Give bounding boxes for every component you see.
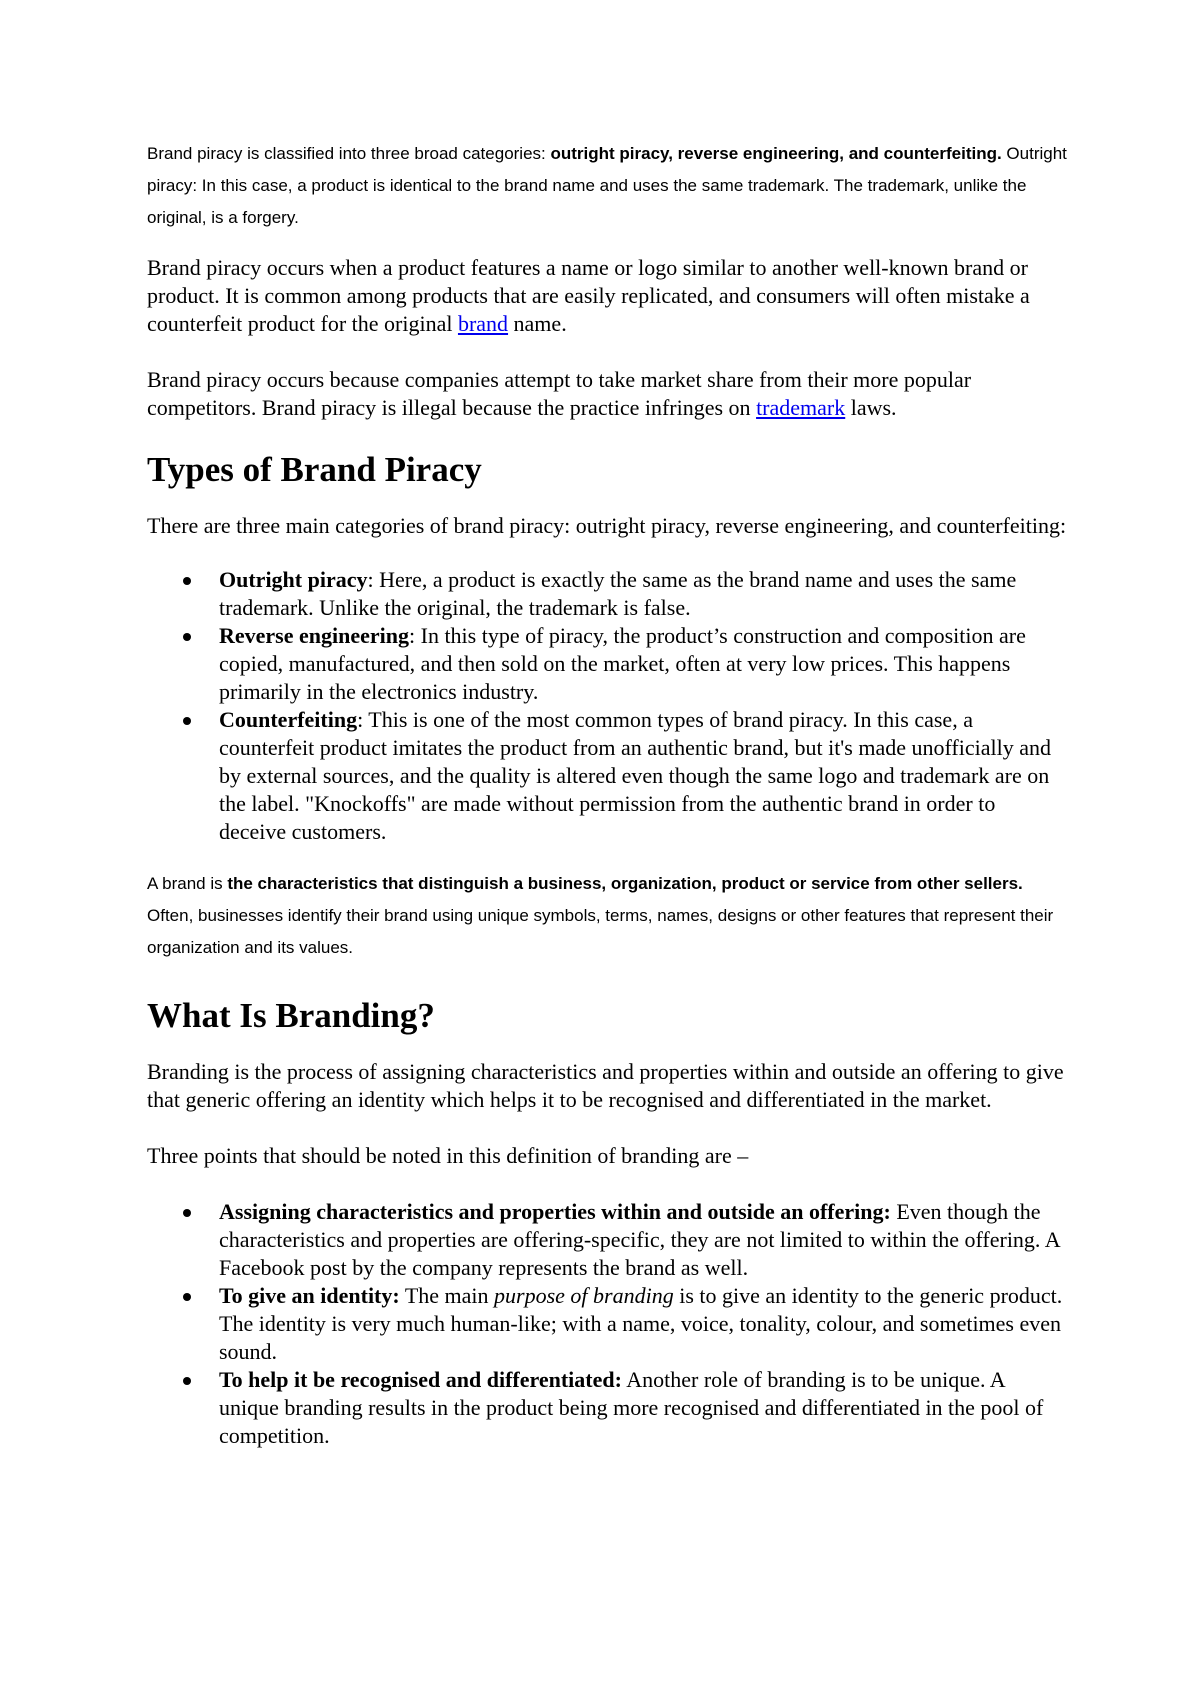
brand-definition-bold: the characteristics that distinguish a business, organization, product or service from other sellers.	[227, 874, 1023, 893]
bullet-icon	[183, 717, 191, 725]
piracy-definition-text: Brand piracy occurs when a product features a name or logo similar to another well-known brand or product. It is common among products that are easily replicated, and consumers will often mistake a counterfeit product for the original	[147, 255, 1030, 336]
piracy-definition-tail: name.	[508, 311, 567, 336]
list-item-outright-piracy	[219, 566, 1067, 622]
list-item-text: Another role of branding is to be unique. A unique branding results in the product being more recognised and differentiated in the pool of competition.	[219, 1367, 1044, 1448]
bullet-icon	[183, 1293, 191, 1301]
list-item-text: Even though the characteristics and properties are offering-specific, they are not limited to within the offering. A Facebook post by the company represents the brand as well.	[219, 1199, 1060, 1280]
bullet-icon	[183, 1377, 191, 1385]
brand-definition-text-a: A brand is	[147, 874, 228, 893]
list-item-term: Counterfeiting	[219, 707, 358, 732]
list-item-text: : In this type of piracy, the product’s construction and composition are copied, manufactured, and then sold on the market, often at very low prices. This happens primarily in the electronics industry.	[219, 623, 1026, 704]
piracy-cause-tail: laws.	[845, 395, 897, 420]
list-item-text-tail: is to give an identity to the generic product. The identity is very much human-like; with a name, voice, tonality, colour, and sometimes even sound.	[219, 1283, 1063, 1364]
piracy-cause-text: Brand piracy occurs because companies attempt to take market share from their more popular competitors. Brand piracy is illegal because the practice infringes on	[147, 367, 972, 420]
branding-definition-paragraph: Branding is the process of assigning characteristics and properties within and outside an offering to give that generic offering an identity which helps it to be recognised and differentiated in the market.	[147, 1059, 1064, 1112]
list-item-reverse-engineering	[219, 622, 1067, 706]
bullet-icon	[183, 577, 191, 585]
list-item-term: Reverse engineering	[219, 623, 409, 648]
bullet-icon	[183, 1209, 191, 1217]
piracy-cause-paragraph	[147, 366, 1067, 422]
list-item-text: : This is one of the most common types of brand piracy. In this case, a counterfeit product imitates the product from an authentic brand, but it's made unofficially and by external sources, and the quality is altered even though the same logo and trademark are on the label. "Knockoffs" are made without permission from the authentic brand in order to deceive customers.	[219, 707, 1051, 844]
intro-categories-bold: outright piracy, reverse engineering, and counterfeiting.	[550, 144, 1002, 163]
points-list	[147, 1198, 1067, 1450]
bullet-icon	[183, 633, 191, 641]
brand-link[interactable]: brand	[457, 311, 509, 336]
list-item-text: The main	[399, 1283, 495, 1308]
types-intro-paragraph: There are three main categories of brand piracy: outright piracy, reverse engineering, and counterfeiting:	[147, 513, 1067, 538]
heading-what-is-branding: What Is Branding?	[147, 996, 435, 1035]
list-item-term: Outright piracy	[219, 567, 368, 592]
points-intro-paragraph: Three points that should be noted in this definition of branding are –	[147, 1143, 749, 1168]
list-item-term: Assigning characteristics and properties within and outside an offering:	[219, 1199, 891, 1224]
list-item-counterfeiting	[219, 706, 1067, 846]
types-list	[147, 566, 1067, 846]
list-item-recognised-differentiated	[219, 1366, 1067, 1450]
intro-paragraph	[147, 138, 1067, 234]
heading-types-of-brand-piracy: Types of Brand Piracy	[147, 450, 482, 489]
intro-text-a: Brand piracy is classified into three broad categories:	[147, 144, 551, 163]
list-item-italic: purpose of branding	[494, 1283, 674, 1308]
intro-text-c: Outright piracy: In this case, a product is identical to the brand name and uses the same trademark. The trademark, unlike the original, is a forgery.	[147, 144, 1067, 227]
list-item-assigning-characteristics	[219, 1198, 1067, 1282]
list-item-term: To help it be recognised and differentiated:	[219, 1367, 622, 1392]
brand-definition-text-c: Often, businesses identify their brand using unique symbols, terms, names, designs or other features that represent their organization and its values.	[147, 906, 1054, 957]
trademark-link[interactable]: trademark	[756, 395, 846, 420]
brand-definition-paragraph	[147, 868, 1067, 964]
list-item-give-identity	[219, 1282, 1067, 1366]
list-item-term: To give an identity:	[219, 1283, 400, 1308]
list-item-text: : Here, a product is exactly the same as the brand name and uses the same trademark. Unlike the original, the trademark is false.	[219, 567, 1017, 620]
piracy-definition-paragraph	[147, 254, 1067, 338]
document-page	[147, 138, 1067, 1450]
